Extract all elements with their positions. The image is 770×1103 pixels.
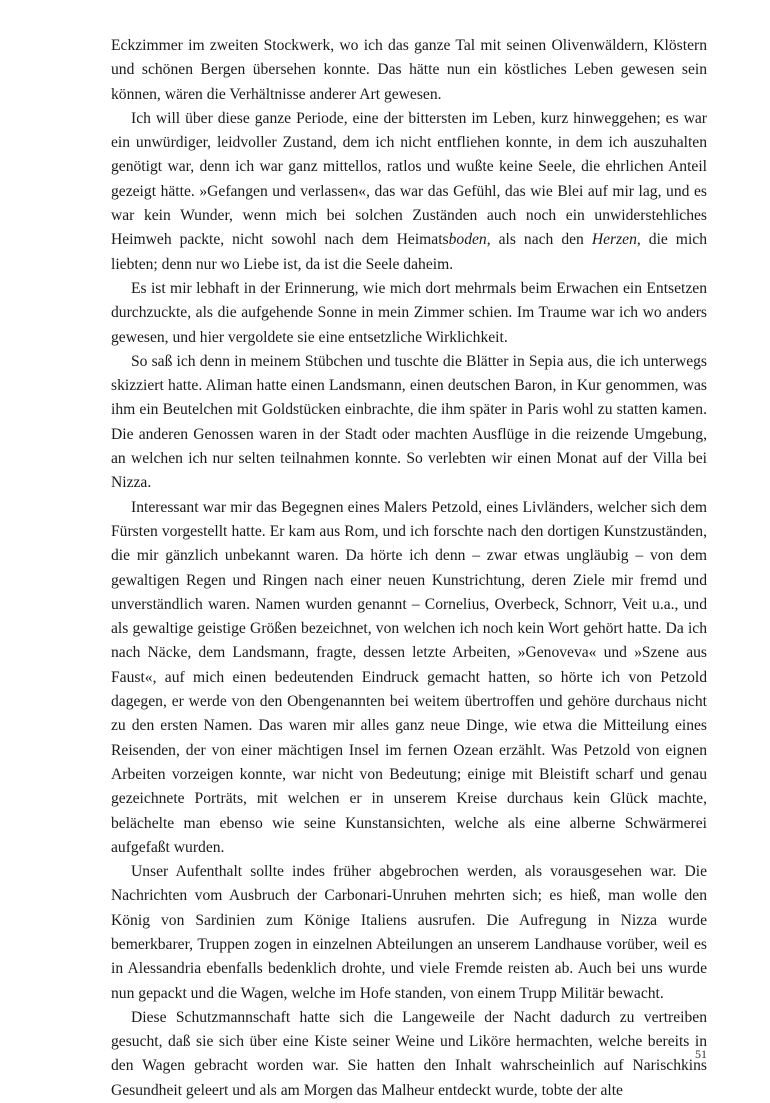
paragraph (111, 277, 707, 350)
paragraph (111, 350, 707, 496)
text-segment: Unser Aufenthalt sollte indes früher abgebrochen werden, als vorausgesehen war. Die Nachrichten vom Ausbruch der Carbonari-Unruhen mehrten sich; es hieß, man wolle den König von Sardinien zum Könige Italiens ausrufen. Die Aufregung in Nizza wurde bemerkbarer, Truppen zogen in einzelnen Abteilungen an unserem Landhause vorüber, weil es in Alessandria ebenfalls bedenklich drohte, und viele Fremde reisten ab. Auch bei uns wurde nun gepackt und die Wagen, welche im Hofe standen, von einem Trupp Militär bewacht. (111, 863, 707, 1002)
text-segment: Eckzimmer im zweiten Stockwerk, wo ich das ganze Tal mit seinen Olivenwäldern, Klöstern und schönen Bergen übersehen konnte. Das hätte nun ein köstliches Leben gewesen sein können, wären die Verhältnisse anderer Art gewesen. (111, 37, 707, 103)
text-segment: Es ist mir lebhaft in der Erinnerung, wie mich dort mehrmals beim Erwachen ein Entsetzen durchzuckte, als die aufgehende Sonne in mein Zimmer schien. Im Traume war ich wo anders gewesen, und hier vergoldete sie eine entsetzliche Wirklichkeit. (111, 279, 707, 346)
page-body (111, 34, 707, 1103)
text-segment: So saß ich denn in meinem Stübchen und tuschte die Blätter in Sepia aus, die ich unterwegs skizziert hatte. Aliman hatte einen Landsmann, einen deutschen Baron, in Kur genommen, was ihm ein Beutelchen mit Goldstücken einbrachte, die ihm später in Paris wohl zu statten kamen. Die anderen Genossen waren in der Stadt oder machten Ausflüge in die reizende Umgebung, an welchen ich nur selten teilnahmen konnte. So verlebten wir einen Monat auf der Villa bei Nizza. (111, 352, 707, 492)
paragraph (111, 34, 707, 107)
italic-text: boden (448, 231, 487, 249)
paragraph (111, 107, 707, 277)
text-segment: Ich will über diese ganze Periode, eine der bittersten im Leben, kurz hinweggehen; es war ein unwürdiger, leidvoller Zustand, dem ich nicht entfliehen konnte, in dem ich auszuhalten genötigt war, denn ich war ganz mittellos, ratlos und wußte keine Seele, die ehrlichen Anteil gezeigt hätte. »Gefangen und verlassen«, das war das Gefühl, das wie Blei auf mir lag, und es war kein Wunder, wenn mich bei solchen Zuständen auch noch ein unwiderstehliches Heimweh packte, nicht sowohl nach dem Heimats (111, 109, 707, 249)
text-segment: Diese Schutzmannschaft hatte sich die Langeweile der Nacht dadurch zu vertreiben gesucht, daß sie sich über eine Kiste seiner Weine und Liköre hermachten, welche bereits in den Wagen gebracht worden war. Sie hatten den Inhalt wahrscheinlich auf Narischkins Gesundheit geleert und als am Morgen das Malheur entdeckt wurde, tobte der alte (111, 1008, 707, 1099)
italic-text: Herzen (591, 231, 637, 249)
text-segment: , als nach den (486, 231, 592, 249)
text-segment: Interessant war mir das Begegnen eines Malers Petzold, eines Livländers, welcher sich dem Fürsten vorgestellt hatte. Er kam aus Rom, und ich forschte nach den dortigen Kunstzuständen, die mir gänzlich unbekannt waren. Da hörte ich denn – zwar etwas ungläubig – von dem gewaltigen Regen und Ringen nach einer neuen Kunstrichtung, deren Ziele mir fremd und unverständlich waren. Namen wurden genannt – Cornelius, Overbeck, Schnorr, Veit u.a., und als gewaltige geistige Größen bezeichnet, von welchen ich noch kein Wort gehört hatte. Da ich nach Näcke, dem Landsmann, fragte, dessen letzte Arbeiten, »Genoveva« und »Szene aus Faust«, auf mich einen bedeutenden Eindruck gemacht hatten, so hörte ich von Petzold dagegen, er werde von den Obengenannten bei weitem übertroffen und gehöre durchaus nicht zu den ersten Namen. Das waren mir alles ganz neue Dinge, wie etwa die Mitteilung eines Reisenden, der von einer mächtigen Insel im fernen Ozean erzählt. Was Petzold von eignen Arbeiten vorzeigen konnte, war nicht von Bedeutung; einige mit Bleistift scharf und genau gezeichnete Porträts, mit welchen er in unserem Kreise durchaus kein Glück machte, belächelte man ebenso wie seine Kunstansichten, welche als eine alberne Schwärmerei aufgefaßt wurden. (111, 498, 707, 856)
text-segment: , die mich liebten; denn nur wo Liebe ist, da ist die Seele daheim. (111, 231, 707, 273)
paragraph (111, 860, 707, 1006)
page-number: 51 (695, 1047, 707, 1061)
paragraph (111, 1006, 707, 1103)
paragraph (111, 496, 707, 860)
